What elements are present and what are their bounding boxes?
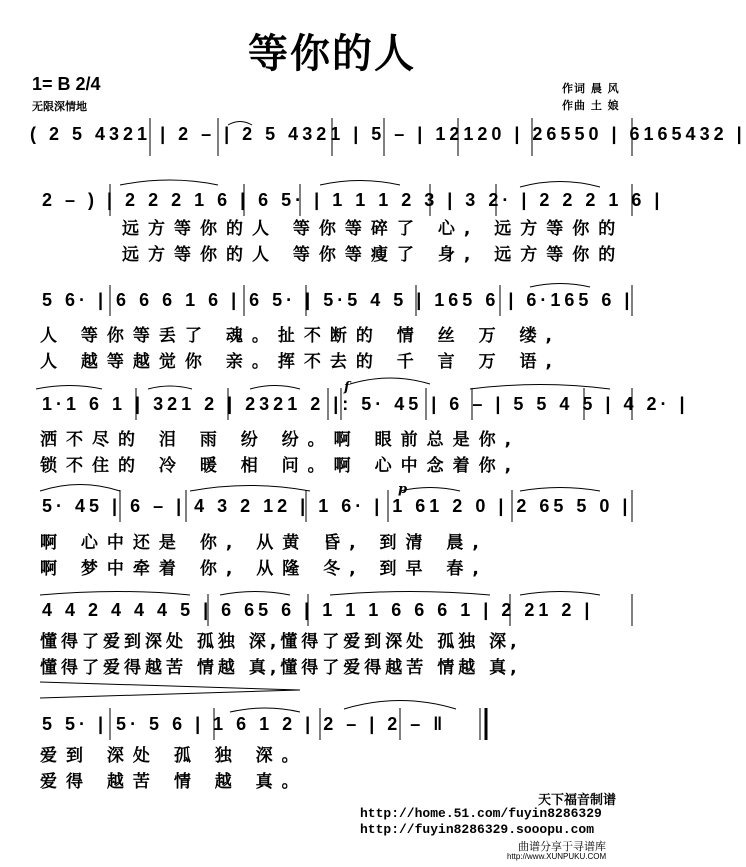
slur-mark	[40, 592, 190, 596]
lyrics-line-6b: 懂得了爱得越苦 情越 真,懂得了爱得越苦 情越 真,	[40, 658, 521, 678]
lyrics-line-6a: 懂得了爱到深处 孤独 深,懂得了爱到深处 孤独 深,	[40, 632, 521, 652]
lyrics-line-5b: 啊 梦中牵着 你, 从隆 冬, 到早 春,	[40, 559, 488, 579]
lyrics-line-2a: 远方等你的人 等你等碎了 心, 远方等你的	[122, 219, 625, 239]
slur-mark	[520, 488, 600, 492]
lyrics-line-5a: 啊 心中还是 你, 从黄 昏, 到清 晨,	[40, 533, 488, 553]
score-line-3: 5 6· | 6 6 6 1 6 | 6 5· | 5·5 4 5 | 165 6 | 6·165 6 |	[42, 290, 634, 310]
lyrics-line-4b: 锁不住的 冷 暖 相 问。啊 心中念着你,	[40, 456, 521, 476]
hairpin-mark	[40, 690, 300, 698]
score-line-6: 4 4 2 4 4 4 5 | 6 65 6 | 1 1 1 6 6 6 1 | 2 21 2 |	[42, 600, 594, 620]
lyrics-line-3b: 人 越等越觉你 亲。挥不去的 千 言 万 语,	[40, 352, 561, 372]
lyrics-line-3a: 人 等你等丢了 魂。扯不断的 情 丝 万 缕,	[40, 326, 561, 346]
slur-mark	[344, 701, 456, 710]
slur-mark	[520, 182, 600, 188]
score-line-4: 1·1 6 1 | 321 2 | 2321 2 |: 5· 45 | 6 – | 5 5 4 5 | 4 2· |	[42, 394, 689, 414]
slur-mark	[520, 592, 600, 596]
piano-mark: p	[398, 482, 408, 497]
slur-mark	[400, 488, 460, 492]
key-signature: 1= B 2/4	[32, 74, 101, 94]
lyrics-line-4a: 洒不尽的 泪 雨 纷 纷。啊 眼前总是你,	[40, 430, 521, 450]
lyrics-line-7a: 爱到 深处 孤 独 深。	[40, 746, 308, 766]
lyrics-line-7b: 爱得 越苦 情 越 真。	[40, 772, 308, 792]
score-line-1: ( 2 5 4321 | 2 – | 2 5 4321 | 5 – | 12120 | 26550 | 6165432 |	[30, 124, 746, 144]
slur-mark	[40, 485, 120, 492]
tempo-mood: 无限深情地	[32, 100, 87, 113]
composer-credit: 作曲 土 娘	[562, 99, 620, 112]
forte-mark: f	[344, 380, 350, 395]
source-site[interactable]: http://www.XUNPUKU.COM	[507, 852, 607, 861]
slur-mark	[230, 708, 300, 712]
footer-url-1[interactable]: http://home.51.com/fuyin8286329	[360, 806, 602, 821]
lyricist-credit: 作词 晨 风	[562, 82, 620, 95]
footer-url-2[interactable]: http://fuyin8286329.sooopu.com	[360, 822, 595, 837]
score-line-7: 5 5· | 5· 5 6 | 1 6 1 2 | 2 – | 2 – ‖	[42, 714, 447, 734]
share-note: 曲谱分享于寻谱库	[518, 840, 606, 853]
score-line-2: 2 – ) | 2 2 2 1 6 | 6 5· | 1 1 1 2 3 | 3 2· | 2 2 2 1 6 |	[42, 190, 664, 210]
score-line-5: 5· 45 | 6 – | 4 3 2 12 | 1 6· | 1 61 2 0 | 2 65 5 0 |	[42, 496, 632, 516]
footer-brand: 天下福音制谱	[538, 793, 617, 808]
slur-mark	[250, 386, 300, 390]
slur-mark	[120, 180, 218, 185]
slur-mark	[530, 284, 590, 288]
slur-mark	[470, 385, 610, 390]
slur-mark	[148, 386, 192, 389]
lyrics-line-2b: 远方等你的人 等你等瘦了 身, 远方等你的	[122, 245, 625, 265]
slur-mark	[190, 486, 310, 492]
slur-mark	[350, 378, 430, 384]
slur-mark	[330, 592, 490, 596]
slur-mark	[36, 386, 102, 390]
page-title: 等你的人	[248, 31, 416, 77]
slur-mark	[220, 592, 290, 596]
slur-mark	[228, 122, 252, 126]
slur-mark	[320, 181, 400, 186]
hairpin-mark	[40, 682, 300, 690]
